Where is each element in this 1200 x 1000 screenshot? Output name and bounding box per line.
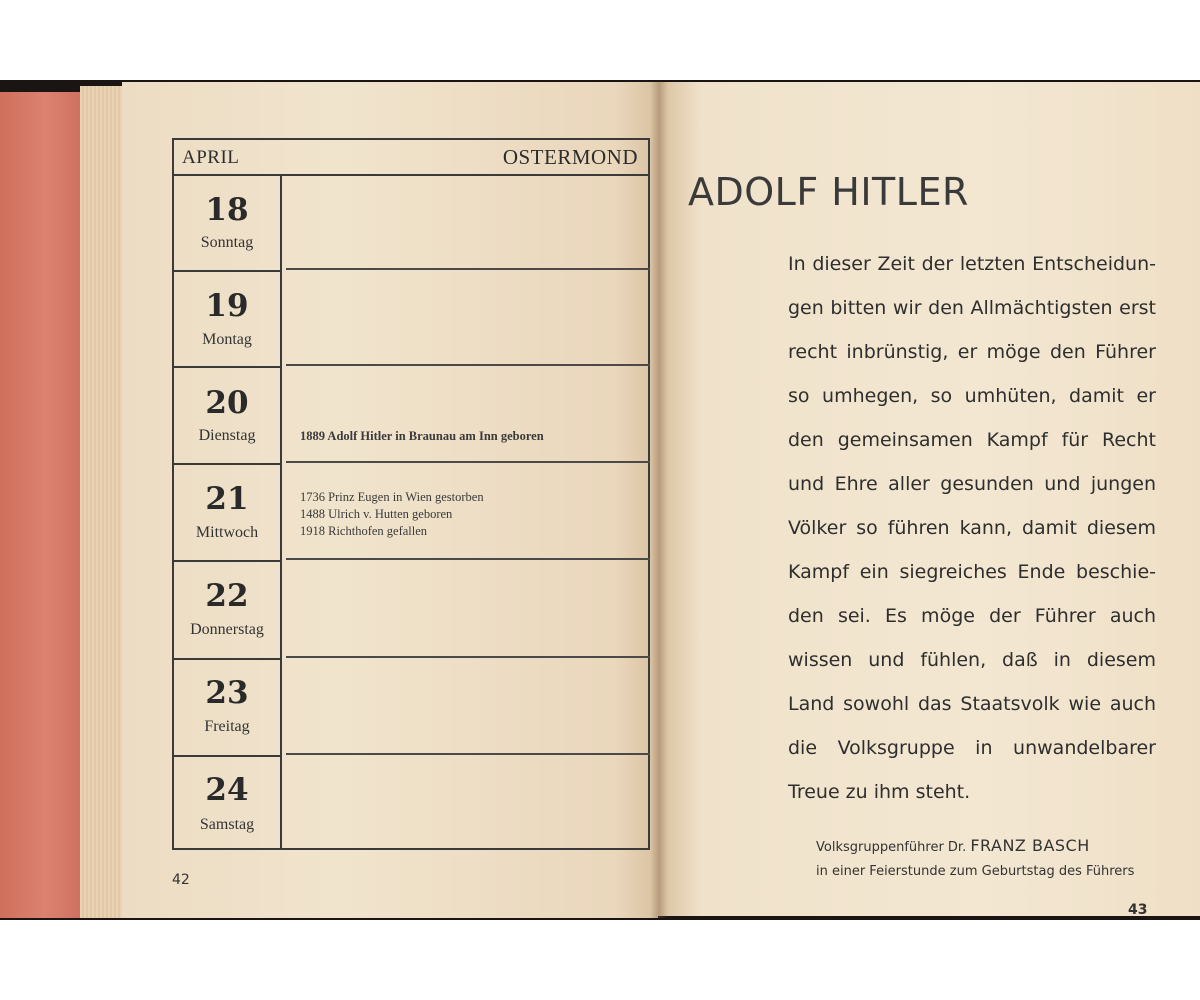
day-number: 21 [205,481,249,517]
calendar-column-divider [280,174,282,848]
day-name: Freitag [204,718,250,735]
quote-line: und Ehre aller gesunden und jungen [788,473,1156,495]
page-title: ADOLF HITLER [688,170,969,214]
row-separator [174,463,280,465]
quote-line: so umhegen, so umhüten, damit er [788,385,1156,407]
day-name: Sonntag [200,234,254,251]
quote-paragraph [788,242,1156,814]
event-entry: 1736 Prinz Eugen in Wien gestorben [300,490,484,504]
quote-line: Land sowohl das Staatsvolk wie auch [788,693,1156,715]
day-name: Mittwoch [195,524,259,541]
quote-line: Kampf ein siegreiches Ende beschie- [788,561,1156,583]
signature-context: in einer Feierstunde zum Geburtstag des Führers [816,864,1135,879]
event-entry: 1918 Richthofen gefallen [300,524,428,538]
quote-line: Völker so führen kann, damit diesem [788,517,1156,539]
row-separator [286,268,650,270]
row-separator [174,366,280,368]
day-number: 19 [205,288,249,324]
row-separator [174,658,280,660]
event-entry: 1889 Adolf Hitler in Braunau am Inn geboren [300,429,544,443]
page-number-right: 43 [1128,902,1148,918]
event-entry: 1488 Ulrich v. Hutten geboren [300,507,453,521]
calendar-header [174,140,648,176]
row-separator [286,656,650,658]
calendar-month-name: OSTERMOND [502,145,638,169]
quote-line: wissen und fühlen, daß in diesem [788,649,1156,671]
day-number: 20 [205,385,249,421]
quote-line: Treue zu ihm steht. [788,781,971,803]
day-number: 24 [205,772,249,808]
quote-line: gen bitten wir den Allmächtigsten erst [788,297,1156,319]
day-number: 23 [205,675,249,711]
signature-role: Volksgruppenführer Dr. [816,840,971,855]
row-separator [286,558,650,560]
row-separator [174,755,280,757]
day-name: Donnerstag [190,621,264,638]
quote-line: den sei. Es möge der Führer auch [788,605,1156,627]
day-name: Dienstag [198,427,256,444]
row-separator [174,560,280,562]
calendar-table [172,138,650,850]
quote-line: recht inbrünstig, er möge den Führer [788,341,1156,363]
row-separator [174,270,280,272]
row-separator [286,364,650,366]
calendar-month: APRIL [182,147,240,168]
row-separator [286,461,650,463]
book-gutter [650,82,668,918]
quote-line: die Volksgruppe in unwandelbarer [788,737,1156,759]
day-name: Montag [202,331,252,348]
signature-line [816,836,1090,855]
quote-line: In dieser Zeit der letzten Entscheidun- [788,253,1156,275]
quote-line: den gemeinsamen Kampf für Recht [788,429,1156,451]
day-number: 18 [205,192,249,228]
day-number: 22 [205,578,249,614]
row-separator [286,753,650,755]
page-number-left: 42 [172,872,190,888]
signature-name: FRANZ BASCH [970,836,1090,855]
day-name: Samstag [199,816,255,833]
